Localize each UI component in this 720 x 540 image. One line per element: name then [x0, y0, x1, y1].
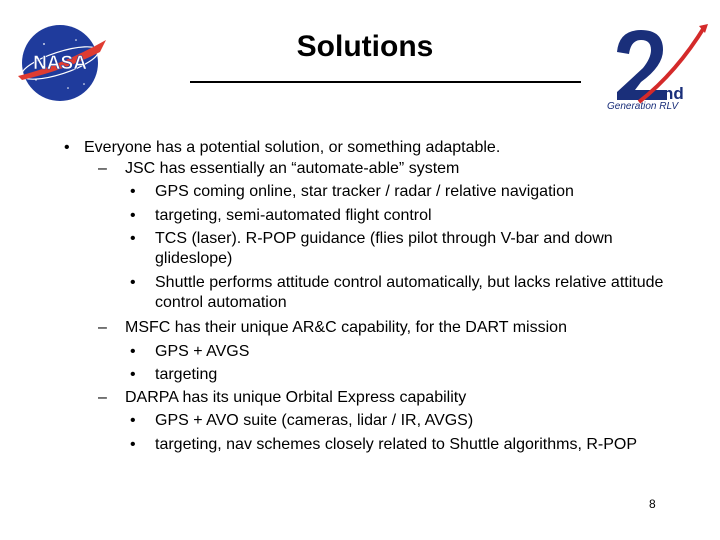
bullet-text: GPS coming online, star tracker / radar / relative navigation — [155, 183, 574, 200]
bullet-text: GPS + AVO suite (cameras, lidar / IR, AVGS) — [155, 412, 474, 429]
bullet-marker: • — [130, 343, 136, 360]
bullet-marker: – — [98, 389, 107, 406]
bullet-text: targeting, nav schemes closely related to Shuttle algorithms, R-POP — [155, 436, 637, 453]
bullet-marker: • — [130, 366, 136, 383]
bullet-text: targeting, semi-automated flight control — [155, 207, 432, 224]
bullet-marker: • — [130, 230, 136, 247]
title-underline — [190, 81, 581, 83]
bullet-text: TCS (laser). R-POP guidance (flies pilot through V-bar and down glideslope) — [155, 230, 613, 267]
page-number: 8 — [649, 497, 656, 511]
slide-title: Solutions — [296, 30, 434, 63]
bullet-marker: • — [130, 274, 136, 291]
bullet-marker: – — [98, 319, 107, 336]
bullet-marker: • — [64, 139, 70, 156]
bullet-marker: • — [130, 183, 136, 200]
bullet-text: GPS + AVGS — [155, 343, 250, 360]
bullet-text: DARPA has its unique Orbital Express capability — [125, 389, 467, 406]
bullet-text: targeting — [155, 366, 218, 383]
bullet-text: Shuttle performs attitude control automatically, but lacks relative attitude control automation — [155, 274, 664, 311]
bullet-marker: – — [98, 160, 107, 177]
bullet-marker: • — [130, 436, 136, 453]
bullet-text: JSC has essentially an “automate-able” system — [125, 160, 460, 177]
nasa-logo — [10, 22, 112, 104]
rlv-suffix: nd — [663, 84, 684, 103]
bullet-marker: • — [130, 207, 136, 224]
bullet-text: Everyone has a potential solution, or something adaptable. — [84, 139, 501, 156]
rlv-caption: Generation RLV — [607, 101, 679, 112]
nasa-wordmark: NASA — [33, 53, 87, 74]
bullet-marker: • — [130, 412, 136, 429]
bullet-text: MSFC has their unique AR&C capability, for the DART mission — [125, 319, 567, 336]
rlv-logo — [605, 22, 710, 112]
